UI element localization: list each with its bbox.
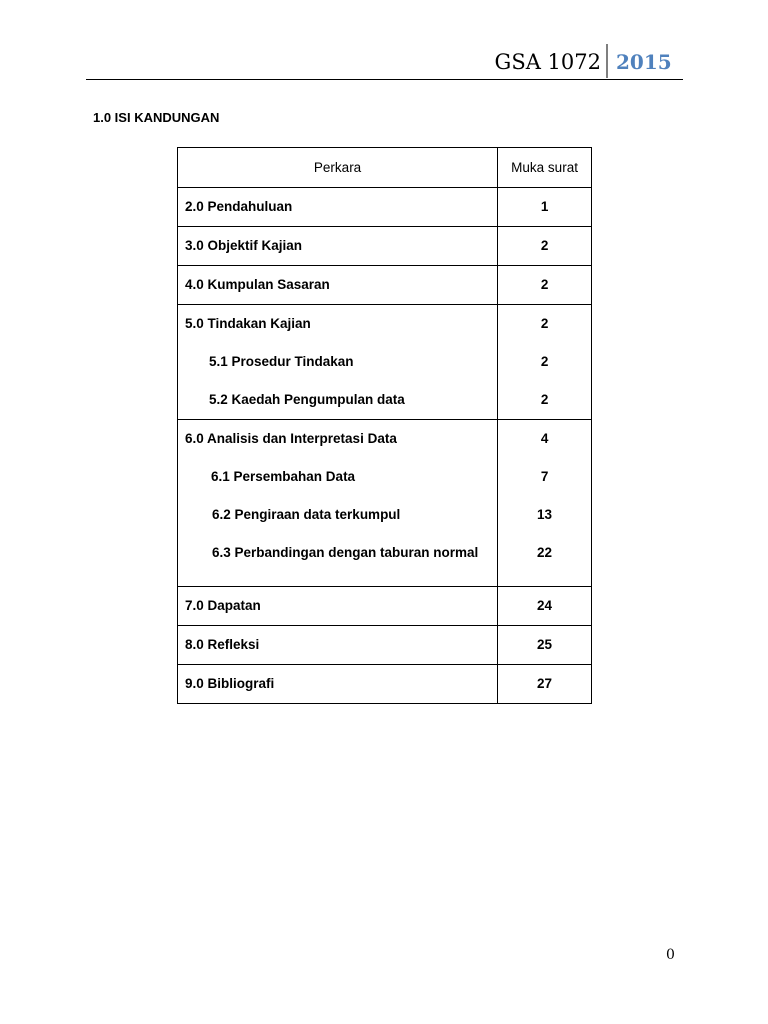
table-row bbox=[178, 305, 592, 420]
toc-subtopic: 5.1 Prosedur Tindakan bbox=[209, 354, 354, 369]
toc-page: 2 bbox=[540, 316, 549, 331]
toc-page: 27 bbox=[537, 676, 553, 691]
page-number: 0 bbox=[666, 947, 675, 963]
toc-topic: 3.0 Objektif Kajian bbox=[185, 238, 303, 253]
table-row bbox=[178, 266, 592, 305]
toc-page: 24 bbox=[537, 598, 553, 613]
toc-topic: 2.0 Pendahuluan bbox=[185, 199, 293, 214]
toc-topic: 9.0 Bibliografi bbox=[185, 676, 275, 691]
toc-page: 2 bbox=[540, 238, 549, 253]
toc-page: 4 bbox=[540, 431, 549, 446]
table-header-row bbox=[178, 148, 592, 188]
toc-subtopic: 6.2 Pengiraan data terkumpul bbox=[212, 507, 401, 522]
header-divider bbox=[606, 44, 608, 78]
toc-topic: 8.0 Refleksi bbox=[185, 637, 260, 652]
toc-topic: 6.0 Analisis dan Interpretasi Data bbox=[185, 431, 397, 446]
toc-subpage: 7 bbox=[540, 469, 549, 484]
toc-topic: 4.0 Kumpulan Sasaran bbox=[185, 277, 330, 292]
toc-subpage: 13 bbox=[537, 507, 553, 522]
toc-subpage: 22 bbox=[537, 545, 553, 560]
page-header bbox=[86, 44, 683, 80]
header-topic: Perkara bbox=[178, 148, 498, 188]
toc-subtopic: 6.3 Perbandingan dengan taburan normal bbox=[212, 545, 479, 560]
table-row bbox=[178, 587, 592, 626]
course-code: GSA 1072 bbox=[494, 50, 601, 74]
toc-page: 2 bbox=[540, 277, 549, 292]
table-row bbox=[178, 227, 592, 266]
header-year: 2015 bbox=[616, 50, 672, 74]
toc-subpage: 2 bbox=[540, 354, 549, 369]
header-page: Muka surat bbox=[498, 148, 592, 188]
table-row bbox=[178, 665, 592, 704]
toc-topic: 7.0 Dapatan bbox=[185, 598, 261, 613]
table-row bbox=[178, 188, 592, 227]
table-of-contents bbox=[177, 147, 592, 704]
section-title: 1.0 ISI KANDUNGAN bbox=[93, 110, 220, 125]
toc-page: 25 bbox=[537, 637, 553, 652]
table-row bbox=[178, 626, 592, 665]
toc-topic: 5.0 Tindakan Kajian bbox=[185, 316, 311, 331]
toc-subtopic: 6.1 Persembahan Data bbox=[211, 469, 356, 484]
toc-subpage: 2 bbox=[540, 392, 549, 407]
toc-subtopic: 5.2 Kaedah Pengumpulan data bbox=[209, 392, 405, 407]
toc-page: 1 bbox=[540, 199, 549, 214]
table-row bbox=[178, 420, 592, 587]
